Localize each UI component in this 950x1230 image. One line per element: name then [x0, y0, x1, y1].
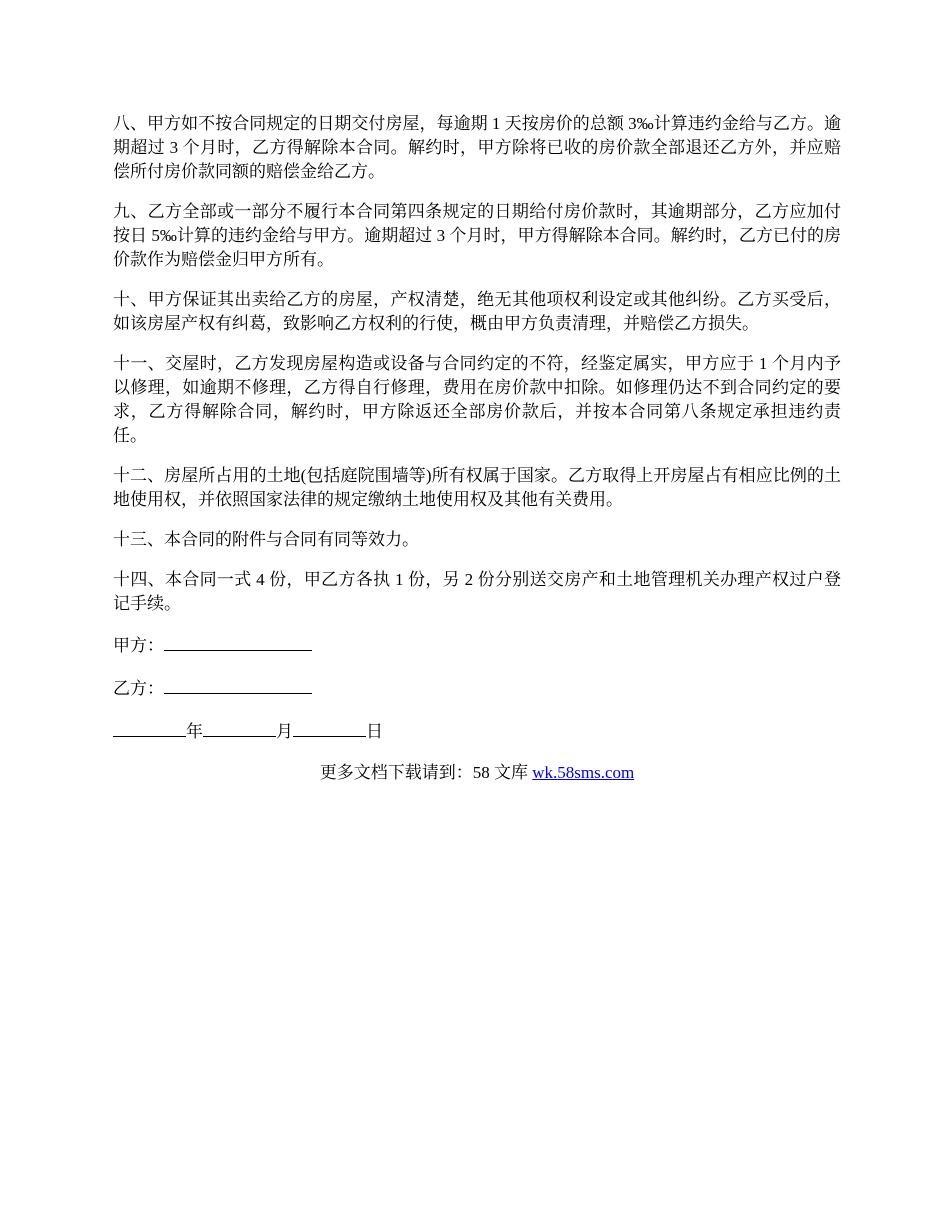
clause-14: 十四、本合同一式 4 份，甲乙方各执 1 份，另 2 份分别送交房产和土地管理机关办理产权过户登记手续。 [113, 570, 841, 613]
day-label: 日 [366, 722, 383, 741]
month-label: 月 [276, 722, 293, 741]
party-a-blank[interactable] [164, 632, 312, 651]
clause-8: 八、甲方如不按合同规定的日期交付房屋，每逾期 1 天按房价的总额 3‰计算违约金给与乙方。逾期超过 3 个月时，乙方得解除本合同。解约时，甲方除将已收的房价款全部退还乙方外，并应赔偿所付房价款同额的赔偿金给乙方。 [113, 114, 841, 181]
party-b-signature-line [113, 675, 841, 701]
clause-10: 十、甲方保证其出卖给乙方的房屋，产权清楚，绝无其他项权利设定或其他纠纷。乙方买受后，如该房屋产权有纠葛，致影响乙方权利的行使，概由甲方负责清理，并赔偿乙方损失。 [113, 290, 841, 333]
download-footer [113, 761, 841, 785]
date-line [113, 718, 841, 744]
party-a-label: 甲方： [113, 636, 164, 655]
year-blank[interactable] [113, 718, 186, 737]
year-label: 年 [186, 722, 203, 741]
month-blank[interactable] [203, 718, 276, 737]
footer-link[interactable]: wk.58sms.com [532, 763, 635, 782]
day-blank[interactable] [293, 718, 366, 737]
clause-11: 十一、交屋时，乙方发现房屋构造或设备与合同约定的不符，经鉴定属实，甲方应于 1 个月内予以修理，如逾期不修理，乙方得自行修理，费用在房价款中扣除。如修理仍达不到合同约定的要求，乙方得解除合同，解约时，甲方除返还全部房价款后，并按本合同第八条规定承担违约责任。 [113, 354, 841, 445]
document-page [113, 112, 841, 785]
party-b-label: 乙方： [113, 679, 164, 698]
clause-9: 九、乙方全部或一部分不履行本合同第四条规定的日期给付房价款时，其逾期部分，乙方应加付按日 5‰计算的违约金给与甲方。逾期超过 3 个月时，甲方得解除本合同。解约时，乙方已付的房价款作为赔偿金归甲方所有。 [113, 202, 841, 269]
clause-12: 十二、房屋所占用的土地(包括庭院围墙等)所有权属于国家。乙方取得上开房屋占有相应比例的土地使用权，并依照国家法律的规定缴纳土地使用权及其他有关费用。 [113, 466, 841, 509]
party-a-signature-line [113, 632, 841, 658]
clause-13: 十三、本合同的附件与合同有同等效力。 [113, 530, 419, 549]
party-b-blank[interactable] [164, 675, 312, 694]
footer-text: 更多文档下载请到：58 文库 [319, 763, 533, 782]
